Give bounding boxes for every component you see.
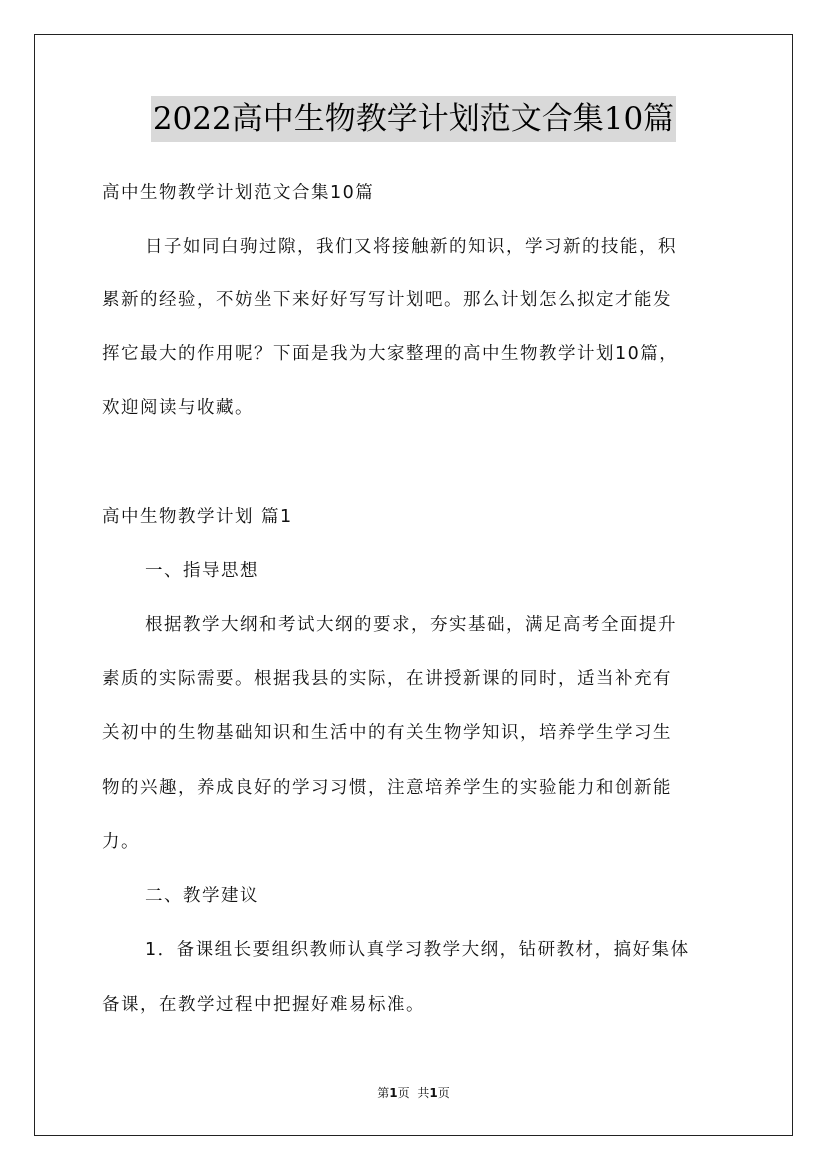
- footer-total-prefix: 共: [417, 1086, 430, 1100]
- part2-line: 备课，在教学过程中把握好难易标准。: [102, 995, 425, 1015]
- title-container: [0, 96, 827, 142]
- footer-page-suffix: 页: [397, 1086, 410, 1100]
- footer-page-number: 1: [389, 1086, 398, 1100]
- footer-total-suffix: 页: [437, 1086, 450, 1100]
- footer-total-number: 1: [429, 1086, 438, 1100]
- footer-page-prefix: 第: [377, 1086, 390, 1100]
- section-heading: 高中生物教学计划 篇1: [102, 507, 293, 527]
- document-subtitle: 高中生物教学计划范文合集10篇: [102, 183, 375, 203]
- document-title: 2022高中生物教学计划范文合集10篇: [151, 96, 676, 142]
- part2-line: 1．备课组长要组织教师认真学习教学大纲，钻研教材，搞好集体: [145, 940, 690, 960]
- part1-heading: 一、指导思想: [145, 561, 259, 581]
- part1-line: 根据教学大纲和考试大纲的要求，夯实基础，满足高考全面提升: [145, 615, 677, 635]
- part1-line: 力。: [102, 832, 140, 852]
- intro-line: 挥它最大的作用呢？下面是我为大家整理的高中生物教学计划10篇，: [102, 344, 679, 364]
- part1-line: 物的兴趣，养成良好的学习习惯，注意培养学生的实验能力和创新能: [102, 778, 672, 798]
- intro-line: 欢迎阅读与收藏。: [102, 398, 254, 418]
- intro-line: 日子如同白驹过隙，我们又将接触新的知识，学习新的技能，积: [145, 237, 677, 257]
- intro-line: 累新的经验，不妨坐下来好好写写计划吧。那么计划怎么拟定才能发: [102, 290, 672, 310]
- part1-line: 素质的实际需要。根据我县的实际，在讲授新课的同时，适当补充有: [102, 669, 672, 689]
- part1-line: 关初中的生物基础知识和生活中的有关生物学知识，培养学生学习生: [102, 723, 672, 743]
- part2-heading: 二、教学建议: [145, 886, 259, 906]
- page-footer: [0, 1084, 827, 1101]
